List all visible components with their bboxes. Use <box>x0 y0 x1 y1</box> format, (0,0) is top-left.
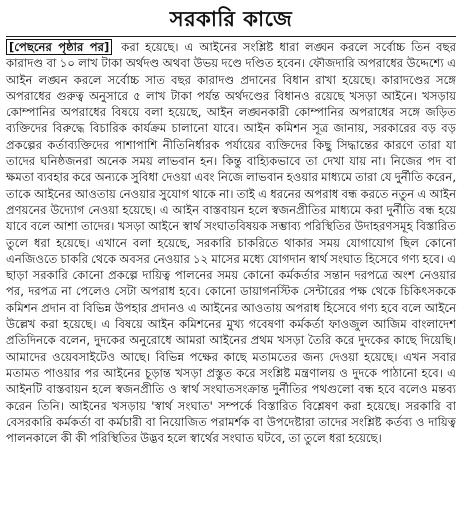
headline-rule <box>6 36 456 37</box>
article-body-text: করা হয়েছে। এ আইনের সংশ্লিষ্ট ধারা লঙ্ঘন করলে সর্বোচ্চ তিন বছর কারাদণ্ড বা ১০ লাখ টাকা অর্থদণ্ড অথবা উভয় দণ্ডে দণ্ডিত হবেন। ফৌজদারি অপরাধের উদ্দেশ্যে এ আইন লঙ্ঘন করলে সর্বোচ্চ সাত বছর কারাদণ্ড প্রদানের বিধান রাখা হয়েছে। কারাদণ্ডের সঙ্গে অপরাধের গুরুত্ব অনুসারে ৫ লাখ টাকা পর্যন্ত অর্থদণ্ডের বিধানও রয়েছে খসড়া আইনে। খসড়ায় কোম্পানির অপরাধের বিষয়ে বলা হয়েছে, আইন লঙ্ঘনকারী কোম্পানির অপরাধের সঙ্গে জড়িত ব্যক্তিদের বিরুদ্ধে বিচারিক কার্যক্রম চালানো যাবে। আইন কমিশন সূত্র জানায়, সরকারের বড় বড় প্রকল্পের কর্তাব্যক্তিদের পাশাপাশি নীতিনির্ধারক পর্যায়ের ব্যক্তিদের কিছু সিদ্ধান্তের কারণে তারা যা তাদের ঘনিষ্ঠজনরা অনেক সময় লাভবান হন। কিন্তু বাহ্যিকভাবে তা দেখা যায় না। নিজের পদ বা ক্ষমতা ব্যবহার করে অন্যকে সুবিধা দেওয়া এবং নিজে লাভবান হওয়ার মাধ্যমে তারা যে দুর্নীতি করেন, তাকে আইনের আওতায় নেওয়ার সুযোগ থাকে না। তাই এ ধরনের অপরাধ বন্ধ করতে নতুন এ আইন প্রণয়নের উদ্যোগ নেওয়া হয়েছে। এ আইন বাস্তবায়ন হলে স্বজনপ্রীতির মাধ্যমে করা দুর্নীতি বন্ধ হয়ে যাবে বলে আশা তাদের। খসড়া আইনে স্বার্থ সংঘাতবিষয়ক সম্ভাব্য পরিস্থিতির উদাহরণসমূহ বিস্তারিত তুলে ধরা হয়েছে। এখানে বলা হয়েছে, সরকারি চাকরিতে থাকার সময় যোগাযোগ ছিল কোনো এনজিওতে চাকরি থেকে অবসর নেওয়ার ১২ মাসের মধ্যে যোগদান স্বার্থ সংঘাত হিসেবে গণ্য হবে। এ ছাড়া সরকারি কোনো প্রকল্পে দায়িত্ব পালনের সময় কোনো কর্মকর্তার সন্তান দরপত্রে অংশ নেওয়ার পর, দরপত্র না পেলেও সেটা অপরাধ হবে। কোনো ডায়াগনস্টিক সেন্টারের পক্ষ থেকে চিকিৎসককে কমিশন প্রদান বা বিভিন্ন উপহার প্রদানও এ আইনের আওতায় অপরাধ হিসেবে গণ্য হবে বলে আইনে উল্লেখ করা হয়েছে। এ বিষয়ে আইন কমিশনের মুখ্য গবেষণা কর্মকর্তা ফাওজুল আজিম বাংলাদেশ প্রতিদিনকে বলেন, দুদকের অনুরোধে আমরা আইনের প্রথম খসড়া তৈরি করে দুদকের কাছে দিয়েছি। আমাদের ওয়েবসাইটেও আছে। বিভিন্ন পক্ষের কাছে মতামতের জন্য দেওয়া হয়েছে। এখন সবার মতামত পাওয়ার পর আইনের চূড়ান্ত খসড়া প্রস্তুত করে সংশ্লিষ্ট মন্ত্রণালয় ও দুদকে পাঠানো হবে। এ আইনটি বাস্তবায়ন হলে স্বজনপ্রীতি ও স্বার্থ সংঘাতসংক্রান্ত দুর্নীতির পথগুলো বন্ধ হবে বলেও মন্তব্য করেন তিনি। আইনের খসড়ায় 'স্বার্থ সংঘাত' সম্পর্কে বিস্তারিত বিশ্লেষণ করা হয়েছে। সরকারি বা বেসরকারি কর্মকর্তা বা কর্মচারী বা নিয়োজিত পরামর্শক বা উপদেষ্টারা তাদের সংশ্লিষ্ট কর্তব্য ও দায়িত্ব পালনকালে কী কী পরিস্থিতির উদ্ভব হলে স্বার্থের সংঘাত ঘটবে, তা তুলে ধরা হয়েছে। <box>6 40 457 446</box>
headline: সরকারি কাজে <box>169 7 293 31</box>
article-body <box>6 39 456 446</box>
continued-from-label: [পেছনের পৃষ্ঠার পর] <box>6 39 112 55</box>
